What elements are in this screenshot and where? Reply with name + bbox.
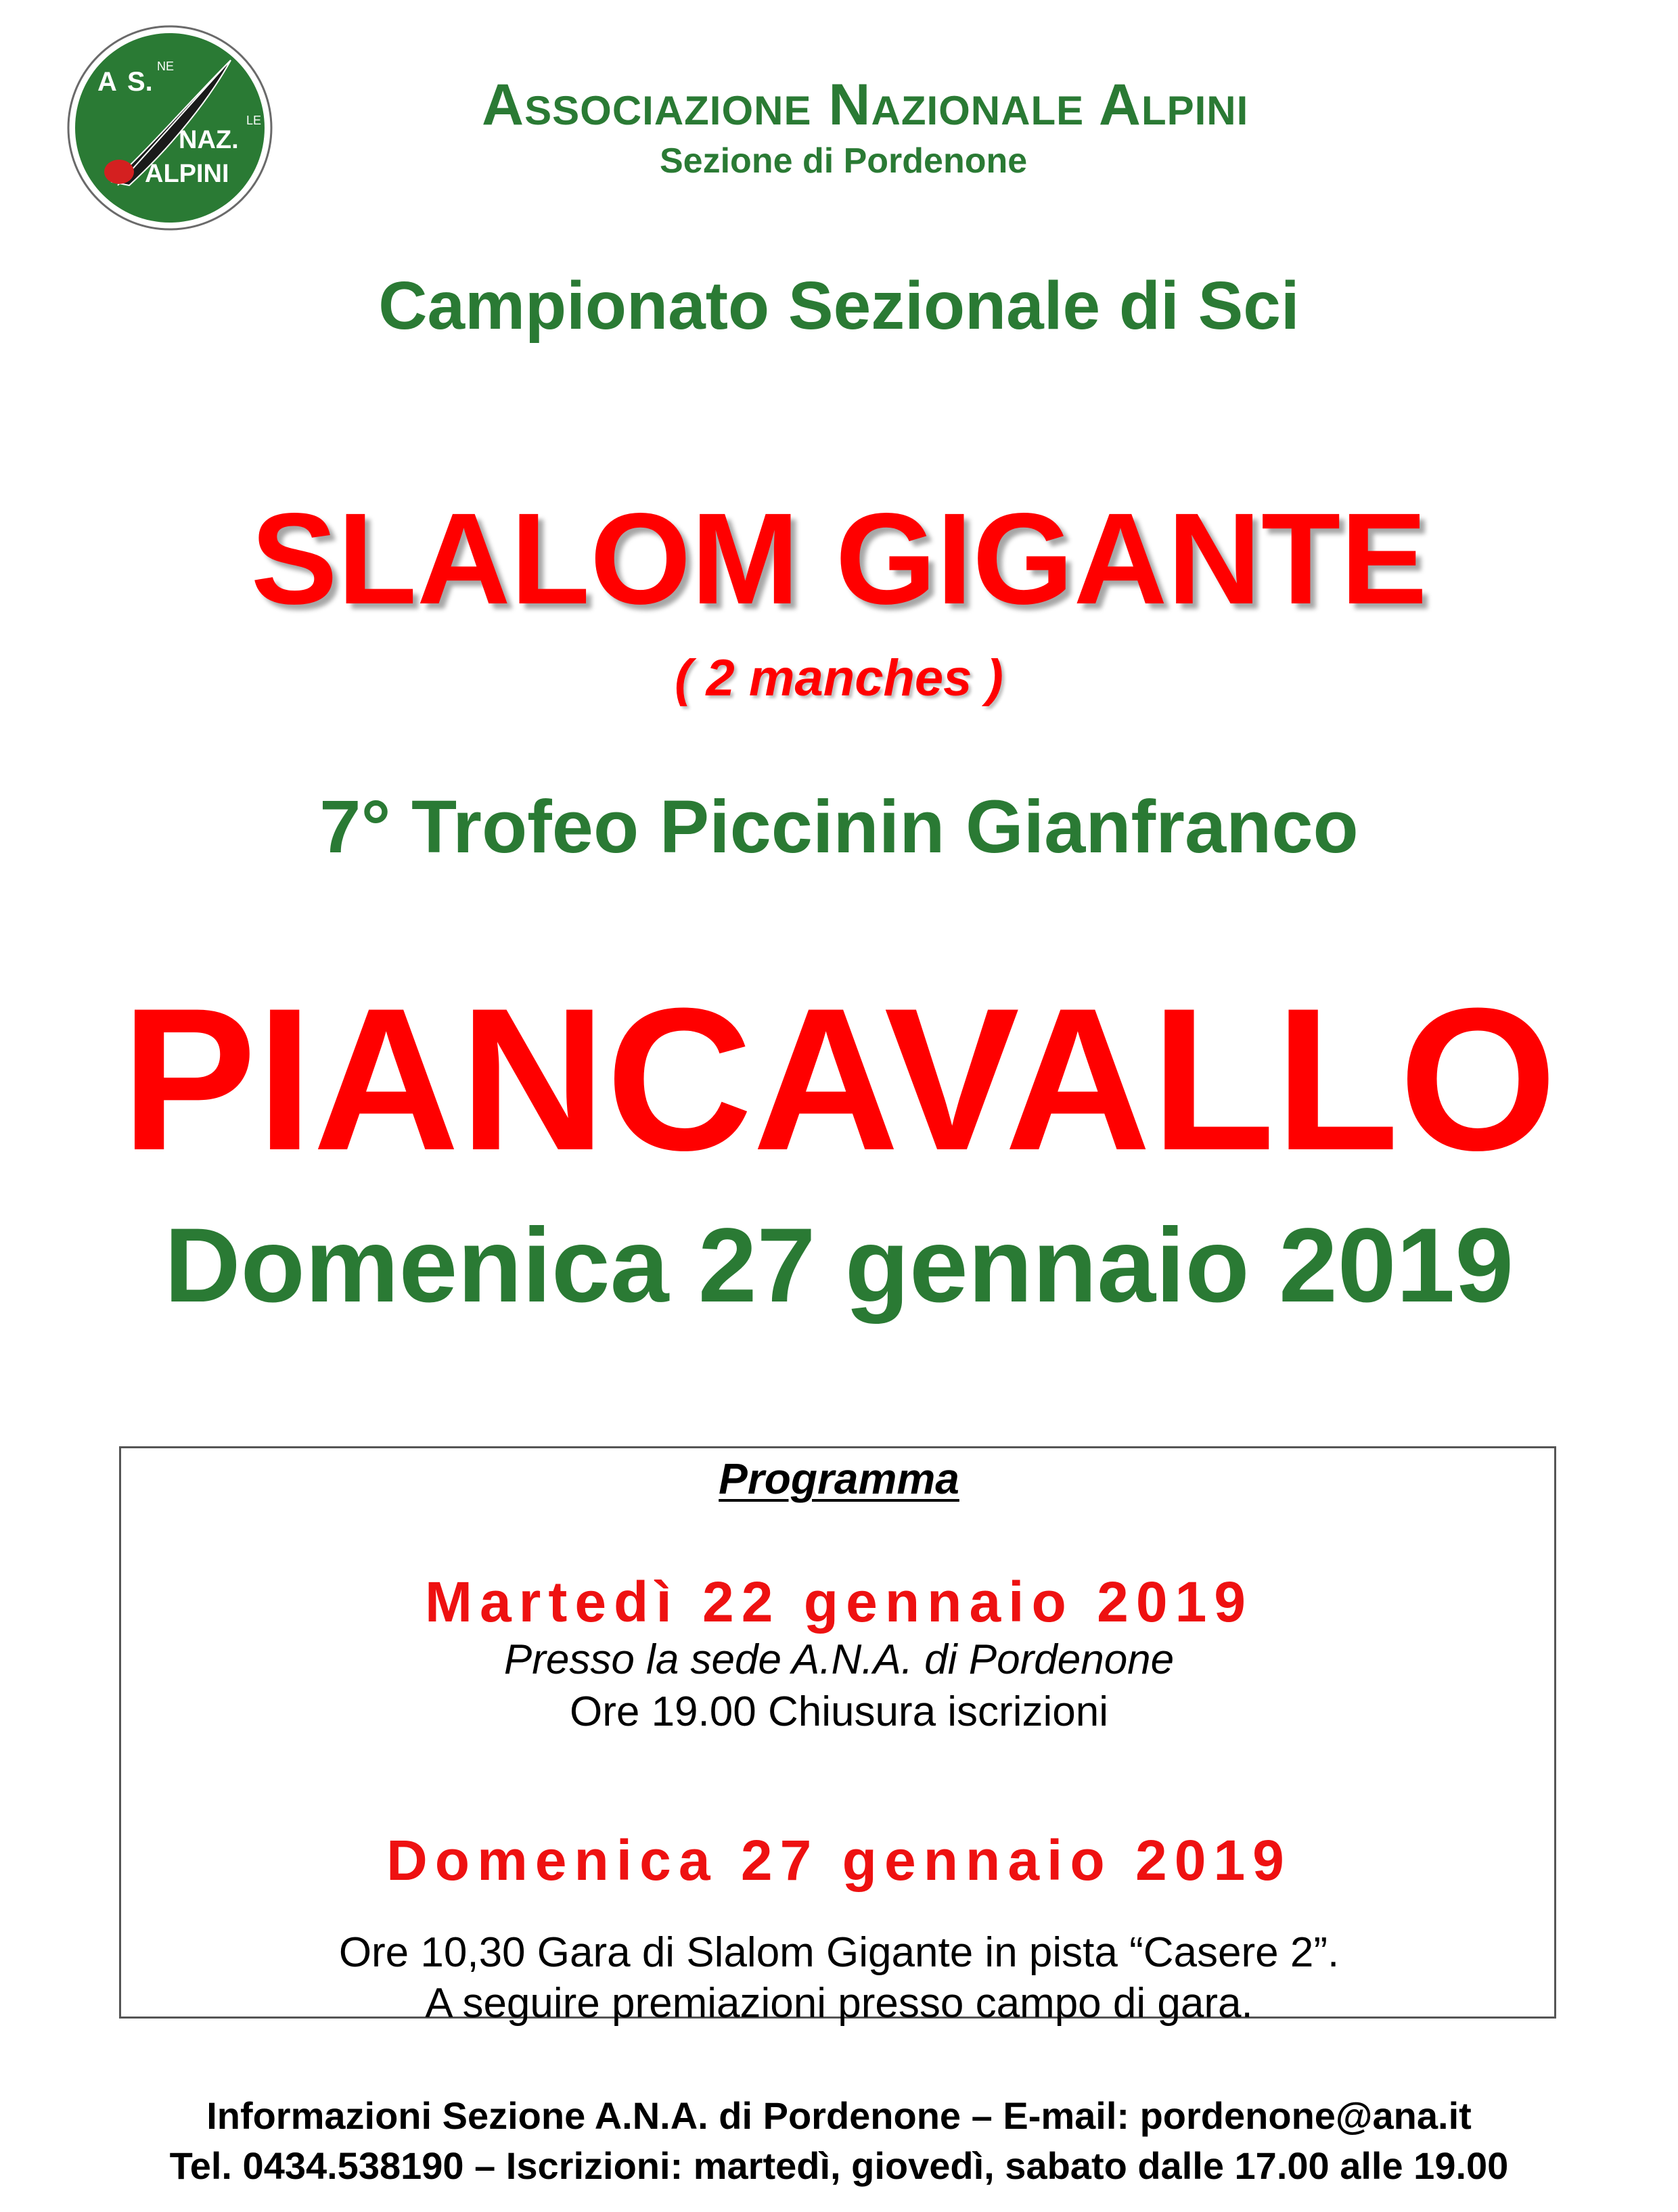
program-day1-place: Presso la sede A.N.A. di Pordenone <box>503 1636 1175 1683</box>
footer-contact-phone: Tel. 0434.538190 – Iscrizioni: martedì, giovedì, sabato dalle 17.00 alle 19.00 <box>169 2144 1509 2187</box>
ana-logo <box>65 23 275 233</box>
event-title: SLALOM GIGANTE <box>250 486 1428 631</box>
pompom-icon <box>104 160 134 184</box>
logo-text-naz: NAZ. <box>179 126 239 154</box>
organization-section: Sezione di Pordenone <box>660 141 1028 181</box>
program-day2-awards: A seguire premiazioni presso campo di gara. <box>425 1980 1253 2027</box>
logo-text-alpini: ALPINI <box>145 160 229 188</box>
logo-text-a: A <box>97 67 117 97</box>
logo-text-s: S. <box>127 67 153 97</box>
footer-contact-email: Informazioni Sezione A.N.A. di Pordenone – E-mail: pordenone@ana.it <box>206 2094 1472 2137</box>
program-heading-text: Programma <box>719 1454 959 1503</box>
event-date: Domenica 27 gennaio 2019 <box>164 1207 1514 1324</box>
logo-text-le: LE <box>246 114 262 127</box>
trophy-name: 7° Trofeo Piccinin Gianfranco <box>319 785 1359 869</box>
program-day2-race: Ore 10,30 Gara di Slalom Gigante in pista “Casere 2”. <box>338 1929 1340 1976</box>
logo-text-ne: NE <box>157 60 175 73</box>
championship-title: Campionato Sezionale di Sci <box>378 268 1300 344</box>
program-day1-date: Martedì 22 gennaio 2019 <box>424 1570 1254 1634</box>
program-heading <box>0 1452 1678 1506</box>
organization-name: Associazione Nazionale Alpini <box>482 72 1249 137</box>
program-day1-time: Ore 19.00 Chiusura iscrizioni <box>569 1688 1108 1735</box>
event-subtitle: ( 2 manches ) <box>675 649 1003 707</box>
program-day2-date: Domenica 27 gennaio 2019 <box>386 1828 1292 1892</box>
event-location: PIANCAVALLO <box>120 965 1558 1193</box>
